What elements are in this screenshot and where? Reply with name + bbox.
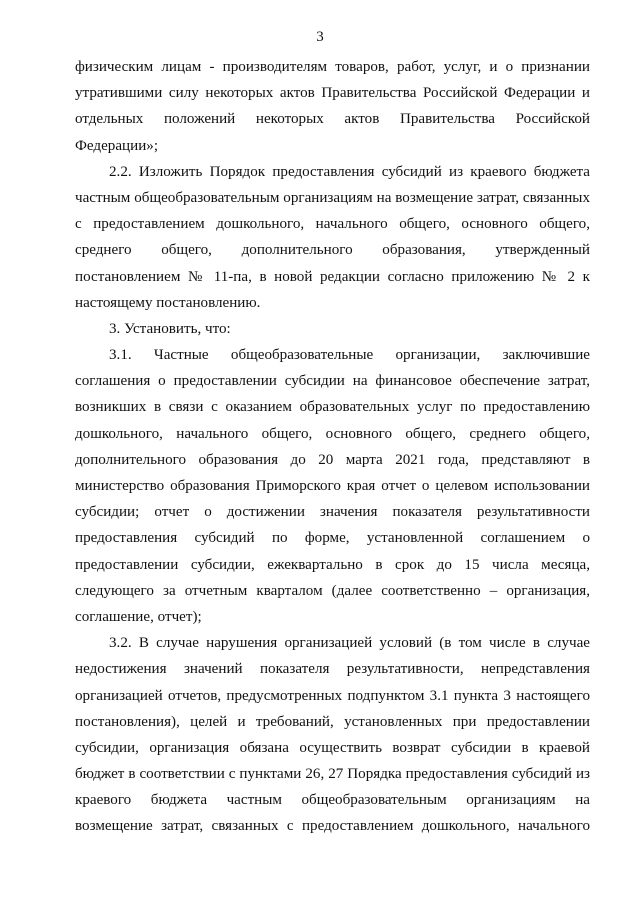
text-line: организацией отчетов, предусмотренных подпунктом 3.1 пункта 3 настоящего <box>75 687 590 704</box>
text-line: утратившими силу некоторых актов Правительства Российской Федерации и <box>75 85 590 102</box>
text-line: среднего общего, дополнительного образования, утвержденный <box>75 242 590 259</box>
text-line: возникших в связи с оказанием образовательных услуг по предоставлению <box>75 399 590 416</box>
text-line: Федерации»; <box>75 137 159 154</box>
text-line: предоставления субсидий по форме, установленной соглашением о <box>75 530 590 547</box>
text-line: соглашение, отчет); <box>75 608 202 625</box>
text-line: 3. Установить, что: <box>109 320 231 337</box>
text-line: бюджет в соответствии с пунктами 26, 27 Порядка предоставления субсидий из <box>75 766 590 783</box>
page-number: 3 <box>316 29 324 45</box>
text-line: настоящему постановлению. <box>75 294 261 311</box>
text-line: субсидии; отчет о достижении значения показателя результативности <box>75 504 590 521</box>
text-line: постановлением № 11-па, в новой редакции согласно приложению № 2 к <box>75 268 590 285</box>
text-line: дошкольного, начального общего, основного общего, среднего общего, <box>75 425 590 442</box>
text-line: с предоставлением дошкольного, начального общего, основного общего, <box>75 216 590 233</box>
body-text <box>75 54 590 840</box>
text-line: краевого бюджета частным общеобразовательным организациям на <box>75 792 590 809</box>
text-line: возмещение затрат, связанных с предоставлением дошкольного, начального <box>75 818 590 835</box>
text-line: дополнительного образования до 20 марта 2021 года, представляют в <box>75 451 590 468</box>
text-line: частным общеобразовательным организациям на возмещение затрат, связанных <box>75 189 590 206</box>
text-line: постановления), целей и требований, установленных при предоставлении <box>75 713 590 730</box>
text-line: 3.2. В случае нарушения организацией условий (в том числе в случае <box>109 635 590 652</box>
text-line: физическим лицам - производителям товаров, работ, услуг, и о признании <box>75 59 590 75</box>
text-line: соглашения о предоставлении субсидии на финансовое обеспечение затрат, <box>75 373 590 390</box>
text-line: министерство образования Приморского края отчет о целевом использовании <box>75 478 590 494</box>
text-line: следующего за отчетным кварталом (далее соответственно – организация, <box>75 582 590 599</box>
text-line: предоставлении субсидии, ежеквартально в срок до 15 числа месяца, <box>75 556 590 573</box>
text-line: 3.1. Частные общеобразовательные организации, заключившие <box>109 347 590 364</box>
text-line: субсидии, организация обязана осуществить возврат субсидии в краевой <box>75 739 590 756</box>
text-line: недостижения значений показателя результативности, непредставления <box>75 661 590 678</box>
text-line: 2.2. Изложить Порядок предоставления субсидий из краевого бюджета <box>109 163 590 180</box>
text-line: отдельных положений некоторых актов Правительства Российской <box>75 111 590 128</box>
